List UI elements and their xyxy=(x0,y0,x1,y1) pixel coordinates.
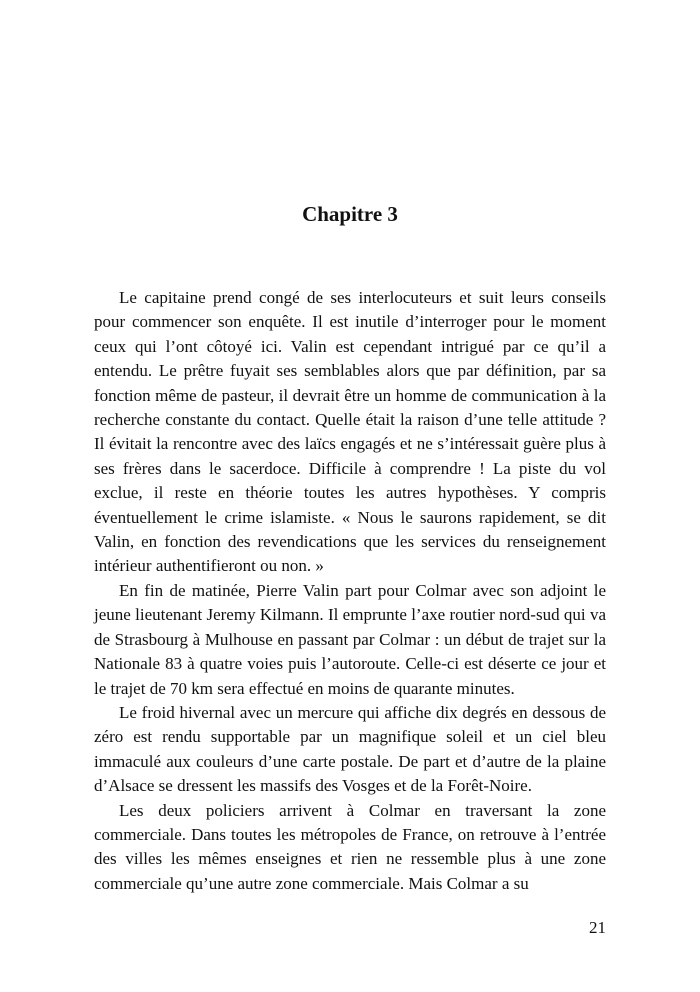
paragraph-4: Les deux policiers arrivent à Colmar en traversant la zone commerciale. Dans toutes les métropoles de France, on retrouve à l’entrée des villes les mêmes enseignes et rien ne ressemble plus à une zone commerciale qu’une autre zone commerciale. Mais Colmar a su xyxy=(94,800,606,893)
paragraph-3: Le froid hivernal avec un mercure qui affiche dix degrés en dessous de zéro est rendu supportable par un magnifique soleil et un ciel bleu immaculé aux couleurs d’une carte postale. De part et d’autre de la plaine d’Alsace se dressent les massifs des Vosges et de la Forêt-Noire. xyxy=(94,702,606,796)
body-text xyxy=(94,286,606,896)
chapter-title: Chapitre 3 xyxy=(302,202,398,226)
paragraph-2: En fin de matinée, Pierre Valin part pour Colmar avec son adjoint le jeune lieutenant Jeremy Kilmann. Il emprunte l’axe routier nord-sud qui va de Strasbourg à Mulhouse en passant par Colmar : un début de trajet sur la Nationale 83 à quatre voies puis l’autoroute. Celle-ci est déserte ce jour et le trajet de 70 km sera effectué en moins de quarante minutes. xyxy=(94,580,606,698)
page-number: 21 xyxy=(589,918,606,937)
paragraph-1: Le capitaine prend congé de ses interlocuteurs et suit leurs conseils pour commencer son enquête. Il est inutile d’interroger pour le moment ceux qui l’ont côtoyé ici. Valin est cependant intrigué par ce qu’il a entendu. Le prêtre fuyait ses semblables alors que par définition, par sa fonction même de pasteur, il devrait être un homme de communication à la recherche constante du contact. Quelle était la raison d’une telle attitude ? Il évitait la rencontre avec des laïcs engagés et ne s’intéressait guère plus à ses frères dans le sacerdoce. Difficile à comprendre ! La piste du vol exclue, il reste en théorie toutes les autres hypothèses. Y compris éventuellement le crime islamiste. « Nous le saurons rapidement, se dit Valin, en fonction des revendications que les services du renseignement intérieur authentifieront ou non. » xyxy=(94,288,606,576)
